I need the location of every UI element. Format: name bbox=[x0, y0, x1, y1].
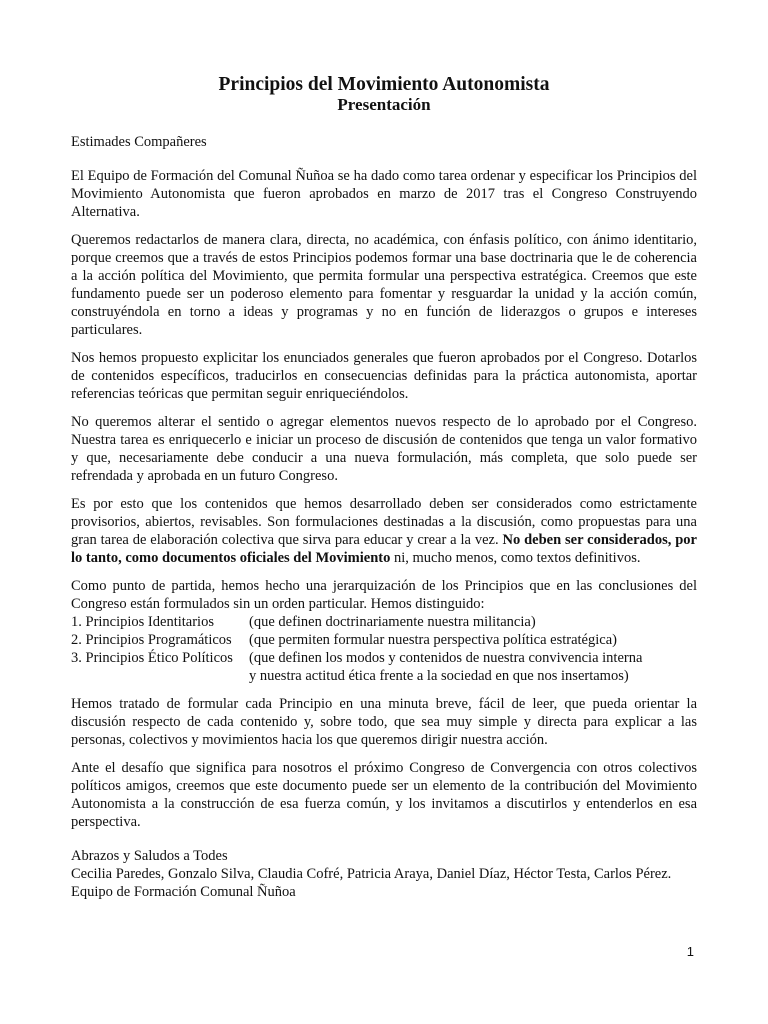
paragraph-3: Nos hemos propuesto explicitar los enunciados generales que fueron aprobados por el Congreso. Dotarlos de contenidos específicos, traducirlos en consecuencias definidas para la práctica autonomista, aportar referencias teóricas que permitan seguir enriqueciéndolos. bbox=[71, 350, 697, 402]
greeting: Estimades Compañeres bbox=[71, 134, 207, 150]
principle-description: (que definen doctrinariamente nuestra militancia) bbox=[249, 614, 536, 630]
principle-description: (que permiten formular nuestra perspectiva política estratégica) bbox=[249, 632, 617, 648]
closing-salutation: Abrazos y Saludos a Todes bbox=[71, 848, 228, 864]
principles-intro: Como punto de partida, hemos hecho una jerarquización de los Principios que en las conclusiones del Congreso están formulados sin un orden particular. Hemos distinguido: bbox=[71, 578, 697, 612]
principle-item bbox=[71, 631, 697, 649]
document-title: Principios del Movimiento Autonomista bbox=[218, 74, 550, 95]
paragraph-8: Ante el desafío que significa para nosotros el próximo Congreso de Convergencia con otros colectivos políticos amigos, creemos que este documento puede ser un elemento de la contribución del Movimiento Autonomista a la construcción de esa fuerza común, y los invitamos a discutirlos y entenderlos en esa perspectiva. bbox=[71, 760, 697, 830]
paragraph-5-tail: ni, mucho menos, como textos definitivos. bbox=[390, 550, 641, 566]
paragraph-7: Hemos tratado de formular cada Principio en una minuta breve, fácil de leer, que pueda orientar la discusión respecto de cada contenido y, sobre todo, que sea muy simple y directa para explicar a las personas, colectivos y movimientos hacia los que queremos dirigir nuestra acción. bbox=[71, 696, 697, 748]
closing-team: Equipo de Formación Comunal Ñuñoa bbox=[71, 884, 296, 900]
document-subtitle: Presentación bbox=[337, 95, 431, 114]
paragraph-5-bold-text: No deben ser considerados, por lo tanto, como documentos oficiales del Movimiento bbox=[71, 532, 697, 566]
paragraph-1: El Equipo de Formación del Comunal Ñuñoa se ha dado como tarea ordenar y especificar los Principios del Movimiento Autonomista que fueron aprobados en marzo de 2017 tras el Congreso Construyendo Alternativa. bbox=[71, 168, 697, 220]
principle-item bbox=[71, 649, 697, 667]
page-number: 1 bbox=[686, 944, 694, 959]
principle-description-continuation: y nuestra actitud ética frente a la sociedad en que nos insertamos) bbox=[249, 668, 629, 684]
closing-signatories: Cecilia Paredes, Gonzalo Silva, Claudia Cofré, Patricia Araya, Daniel Díaz, Héctor Testa, Carlos Pérez. bbox=[71, 866, 672, 882]
closing-block bbox=[71, 847, 697, 901]
paragraph-2: Queremos redactarlos de manera clara, directa, no académica, con énfasis político, con ánimo identitario, porque creemos que a través de estos Principios podemos formar una base doctrinaria que le de coherencia a la acción política del Movimiento, que permita formular una perspectiva estratégica. Creemos que este fundamento puede ser un poderoso elemento para fomentar y resguardar la unidad y la acción común, construyéndola en torno a ideas y programas y no en función de liderazgos o grupos e intereses particulares. bbox=[71, 232, 697, 338]
principle-description: (que definen los modos y contenidos de nuestra convivencia interna bbox=[249, 650, 643, 666]
paragraph-4: No queremos alterar el sentido o agregar elementos nuevos respecto de lo aprobado por el Congreso. Nuestra tarea es enriquecerlo e iniciar un proceso de discusión de contenidos que tenga un valor formativo y que, necesariamente debe conducir a una nueva formulación, más completa, que solo puede ser refrendada y aprobada en un futuro Congreso. bbox=[71, 414, 697, 484]
document-body bbox=[71, 74, 697, 901]
principle-label: 2. Principios Programáticos bbox=[71, 632, 232, 648]
principles-section bbox=[71, 577, 697, 685]
paragraph-5-text: Es por esto que los contenidos que hemos desarrollado deben ser considerados como estrictamente provisorios, abiertos, revisables. Son formulaciones destinadas a la discusión, como propuestas para una gran tarea de elaboración colectiva que sirva para educar y crear a la vez. bbox=[71, 496, 697, 548]
principle-item bbox=[71, 613, 697, 631]
principle-label: 1. Principios Identitarios bbox=[71, 614, 214, 630]
paragraph-5 bbox=[71, 495, 697, 567]
principle-label: 3. Principios Ético Políticos bbox=[71, 650, 233, 666]
